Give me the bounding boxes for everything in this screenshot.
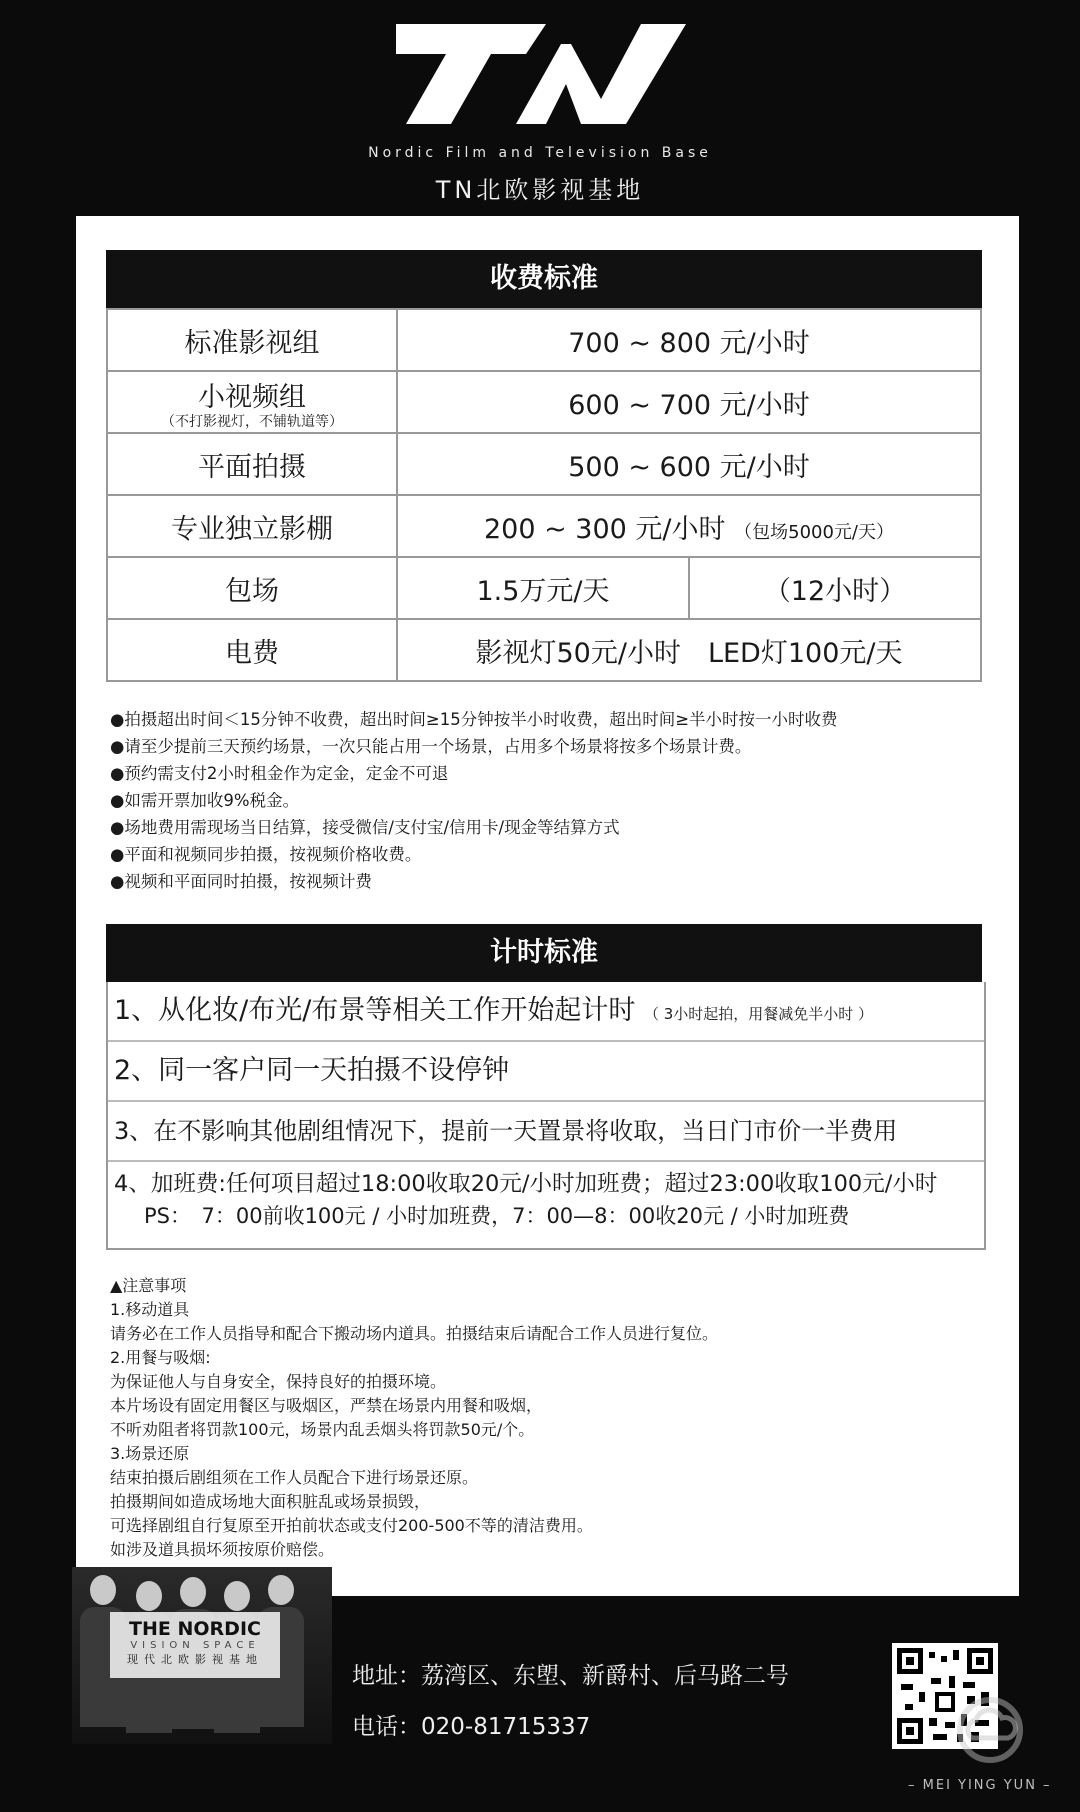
- cloud-watermark-icon: [950, 1690, 1030, 1770]
- timing-title: 计时标准: [106, 924, 982, 982]
- list-item: ●拍摄超出时间＜15分钟不收费，超出时间≥15分钟按半小时收费，超出时间≥半小时按一小时收费: [110, 710, 838, 729]
- list-item: 2.用餐与吸烟:: [110, 1348, 211, 1367]
- header: [0, 0, 1080, 215]
- table-row: [107, 557, 981, 619]
- tn-logo-icon: [396, 24, 686, 124]
- fee-price: 影视灯50元/小时 LED灯100元/天: [397, 619, 981, 681]
- fee-name: 平面拍摄: [107, 433, 397, 495]
- fee-name-note: （不打影视灯，不铺轨道等）: [161, 413, 343, 430]
- list-item: 如涉及道具损坏须按原价赔偿。: [110, 1540, 335, 1559]
- table-row: [107, 619, 981, 681]
- fee-name: 标准影视组: [107, 309, 397, 371]
- fee-price: 200 ~ 300 元/小时: [483, 513, 726, 545]
- timing-rule-2: 2、同一客户同一天拍摄不设停钟: [108, 1042, 984, 1102]
- table-row: [107, 309, 981, 371]
- brand-english: Nordic Film and Television Base: [368, 145, 712, 161]
- list-item: 请务必在工作人员指导和配合下搬动场内道具。拍摄结束后请配合工作人员进行复位。: [110, 1324, 719, 1343]
- list-item: ●视频和平面同时拍摄，按视频计费: [110, 872, 372, 891]
- list-item: 结束拍摄后剧组须在工作人员配合下进行场景还原。: [110, 1468, 479, 1487]
- fee-price: 500 ~ 600 元/小时: [397, 433, 981, 495]
- watermark-text: – MEI YING YUN –: [908, 1778, 1052, 1793]
- fee-price: 700 ~ 800 元/小时: [397, 309, 981, 371]
- timing-rules: [106, 982, 986, 1250]
- attention-title: ▲注意事项: [110, 1276, 187, 1295]
- list-item: ●平面和视频同步拍摄，按视频价格收费。: [110, 845, 422, 864]
- fee-notes: [110, 706, 986, 895]
- list-item: 1.移动道具: [110, 1300, 190, 1319]
- list-item: ●场地费用需现场当日结算，接受微信/支付宝/信用卡/现金等结算方式: [110, 818, 620, 837]
- fee-price: 600 ~ 700 元/小时: [397, 371, 981, 433]
- list-item: 不听劝阻者将罚款100元，场景内乱丢烟头将罚款50元/个。: [110, 1420, 535, 1439]
- fee-price-cell: [397, 495, 981, 557]
- list-item: 为保证他人与自身安全，保持良好的拍摄环境。: [110, 1372, 447, 1391]
- rule-ps: PS： 7：00前收100元 / 小时加班费，7：00—8：00收20元 / 小时加班费: [144, 1204, 850, 1228]
- table-row: [107, 495, 981, 557]
- fee-name: 专业独立影棚: [107, 495, 397, 557]
- nordic-logo: [110, 1612, 280, 1678]
- fee-name: 包场: [107, 557, 397, 619]
- fee-name: 小视频组: [198, 381, 306, 413]
- fee-name-cell: [107, 371, 397, 433]
- table-row: [107, 371, 981, 433]
- fee-price-extra: （12小时）: [689, 557, 981, 619]
- fee-price-note: （包场5000元/天）: [734, 521, 894, 543]
- fees-title: 收费标准: [106, 250, 982, 308]
- list-item: 拍摄期间如造成场地大面积脏乱或场景损毁，: [110, 1492, 431, 1511]
- rule-text: 4、加班费:任何项目超过18:00收取20元/小时加班费；超过23:00收取100元/小时: [114, 1171, 938, 1197]
- price-panel: [76, 216, 1019, 1596]
- timing-rule-4: [108, 1162, 984, 1248]
- fees-table: [106, 308, 982, 682]
- list-item: ●请至少提前三天预约场景，一次只能占用一个场景，占用多个场景将按多个场景计费。: [110, 737, 752, 756]
- fee-price: 1.5万元/天: [397, 557, 689, 619]
- list-item: 本片场设有固定用餐区与吸烟区，严禁在场景内用餐和吸烟，: [110, 1396, 543, 1415]
- phone: 电话：020-81715337: [352, 1714, 591, 1740]
- rule-text: 1、从化妆/布光/布景等相关工作开始起计时: [114, 995, 636, 1026]
- attention-section: [110, 1274, 986, 1562]
- nordic-cn: 现代北欧影视基地: [127, 1653, 263, 1666]
- address: 地址：荔湾区、东塱、新爵村、后马路二号: [352, 1663, 789, 1689]
- table-row: [107, 433, 981, 495]
- brand-chinese: TN北欧影视基地: [435, 176, 645, 204]
- list-item: ●预约需支付2小时租金作为定金，定金不可退: [110, 764, 449, 783]
- nordic-title: THE NORDIC: [129, 1618, 261, 1640]
- timing-rule-3: 3、在不影响其他剧组情况下，提前一天置景将收取，当日门市价一半费用: [108, 1102, 984, 1162]
- nordic-sub: VISION SPACE: [130, 1640, 260, 1651]
- list-item: 可选择剧组自行复原至开拍前状态或支付200-500不等的清洁费用。: [110, 1516, 593, 1535]
- list-item: 3.场景还原: [110, 1444, 190, 1463]
- fee-name: 电费: [107, 619, 397, 681]
- timing-rule-1: [108, 982, 984, 1042]
- rule-note: （ 3小时起拍，用餐减免半小时 ）: [643, 1005, 874, 1023]
- list-item: ●如需开票加收9%税金。: [110, 791, 300, 810]
